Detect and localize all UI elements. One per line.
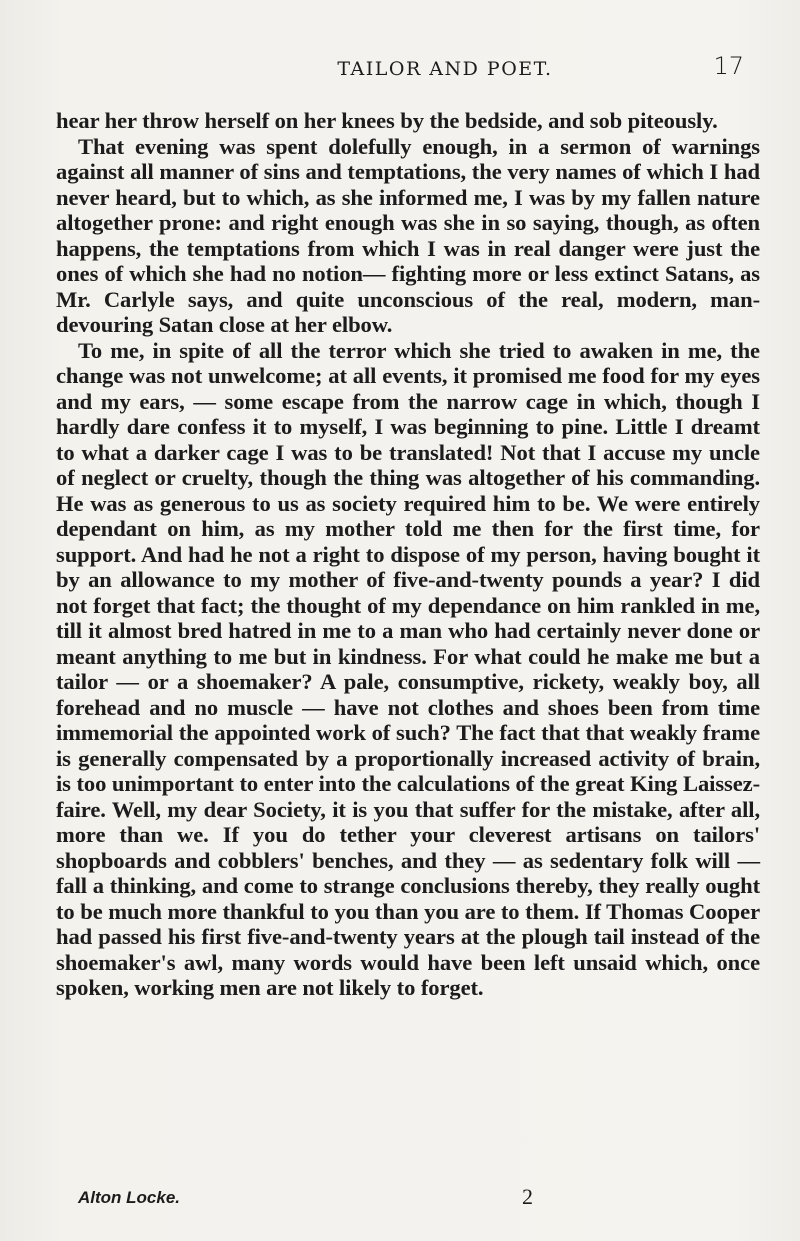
- running-title: TAILOR AND POET.: [337, 58, 553, 80]
- signature-line: Alton Locke.: [78, 1188, 181, 1207]
- page-footer: [78, 1184, 718, 1218]
- page-header: [0, 52, 800, 92]
- paragraph: That evening was spent dolefully enough, in a sermon of warnings against all manner of sins and temptations, the very names of which I had never heard, but to which, as she informed me, I was by my fallen nature altogether prone: and right enough was she in so saying, though, as often happens, the temptations from which I was in real danger were just the ones of which she had no notion— fighting more or less extinct Satans, as Mr. Carlyle says, and quite unconscious of the real, modern, man-devouring Satan close at her elbow.: [56, 133, 760, 337]
- paragraph: hear her throw herself on her knees by the bedside, and sob piteously.: [56, 108, 718, 133]
- body-text: [56, 108, 760, 1001]
- signature-mark: 2: [522, 1184, 533, 1209]
- paragraph: To me, in spite of all the terror which she tried to awaken in me, the change was not unwelcome; at all events, it promised me food for my eyes and my ears, — some escape from the narrow cage in which, though I hardly dare confess it to myself, I was beginning to pine. Little I dreamt to what a darker cage I was to be translated! Not that I accuse my uncle of neglect or cruelty, though the thing was altogether of his commanding. He was as generous to us as society required him to be. We were entirely dependant on him, as my mother told me then for the first time, for support. And had he not a right to dispose of my person, having bought it by an allowance to my mother of five-and-twenty pounds a year? I did not forget that fact; the thought of my dependance on him rankled in me, till it almost bred hatred in me to a man who had certainly never done or meant anything to me but in kindness. For what could he make me but a tailor — or a shoemaker? A pale, consumptive, rickety, weakly boy, all forehead and no muscle — have not clothes and shoes been from time immemorial the appointed work of such? The fact that that weakly frame is generally compensated by a proportionally increased activity of brain, is too unimportant to enter into the calculations of the great King Laissez-faire. Well, my dear Society, it is you that suffer for the mistake, after all, more than we. If you do tether your cleverest artisans on tailors' shopboards and cobblers' benches, and they — as sedentary folk will — fall a thinking, and come to strange conclusions thereby, they really ought to be much more thankful to you than you are to them. If Thomas Cooper had passed his first five-and-twenty years at the plough tail instead of the shoemaker's awl, many words would have been left unsaid which, once spoken, working men are not likely to forget.: [56, 337, 760, 1000]
- page-number: 17: [713, 52, 744, 80]
